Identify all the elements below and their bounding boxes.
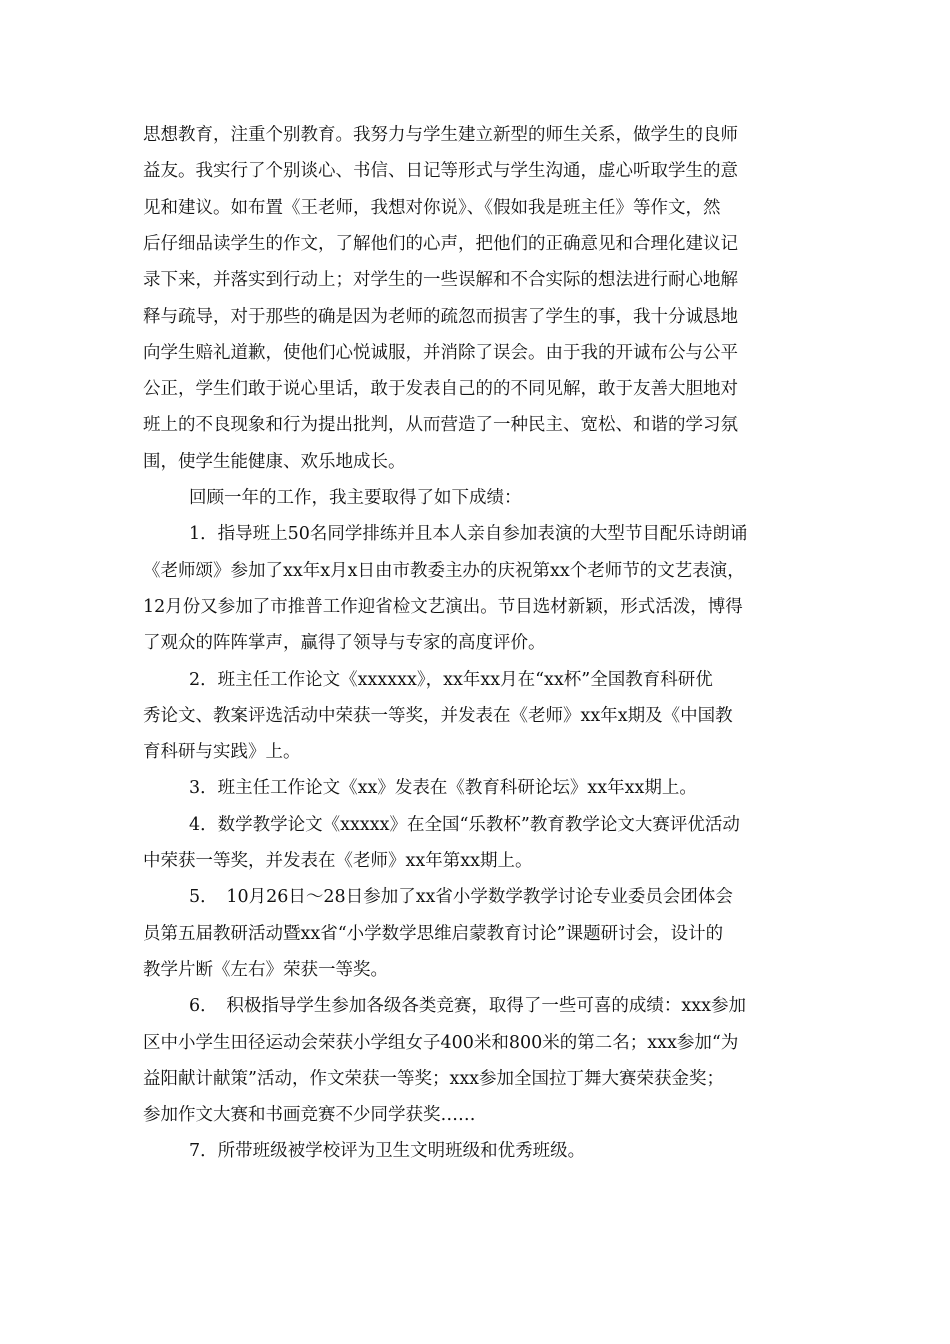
text-line: 围，使学生能健康、欢乐地成长。: [143, 451, 406, 472]
text-line: 录下来，并落实到行动上；对学生的一些误解和不合实际的想法进行耐心地解: [143, 270, 738, 291]
text-line: 回顾一年的工作，我主要取得了如下成绩：: [189, 488, 522, 508]
text-line: 员第五届教研活动暨xx省“小学数学思维启蒙教育讨论”课题研讨会，设计的: [143, 923, 724, 944]
text-line: 2．班主任工作论文《xxxxxx》，xx年xx月在“xx杯”全国教育科研优: [189, 669, 713, 690]
text-line: 后仔细品读学生的作文，了解他们的心声，把他们的正确意见和合理化建议记: [143, 233, 738, 254]
text-line: 4．数学教学论文《xxxxx》在全国“乐教杯”教育教学论文大赛评优活动: [189, 814, 740, 835]
text-line: 班上的不良现象和行为提出批判，从而营造了一种民主、宽松、和谐的学习氛: [143, 415, 738, 436]
text-line: 公正，学生们敢于说心里话，敢于发表自己的的不同见解，敢于友善大胆地对: [143, 379, 738, 400]
text-line: 7．所带班级被学校评为卫生文明班级和优秀班级。: [189, 1141, 586, 1162]
text-line: 了观众的阵阵掌声，赢得了领导与专家的高度评价。: [143, 633, 546, 654]
text-line: 益友。我实行了个别谈心、书信、日记等形式与学生沟通，虚心听取学生的意: [143, 161, 738, 182]
text-line: 释与疏导，对于那些的确是因为老师的疏忽而损害了学生的事，我十分诚恳地: [143, 306, 738, 327]
text-line: 6． 积极指导学生参加各级各类竞赛，取得了一些可喜的成绩：xxx参加: [189, 996, 746, 1017]
text-line: 见和建议。如布置《王老师，我想对你说》、《假如我是班主任》等作文，然: [143, 197, 721, 218]
text-line: 区中小学生田径运动会荣获小学组女子400米和800米的第二名；xxx参加“为: [143, 1032, 739, 1053]
text-line: 3．班主任工作论文《xx》发表在《教育科研论坛》xx年xx期上。: [189, 778, 697, 799]
text-line: 12月份又参加了市推普工作迎省检文艺演出。节目选材新颖，形式活泼，博得: [143, 596, 743, 617]
text-line: 《老师颂》参加了xx年x月x日由市教委主办的庆祝第xx个老师节的文艺表演，: [143, 560, 745, 581]
text-line: 教学片断《左右》荣获一等奖。: [143, 959, 388, 980]
text-line: 1．指导班上50名同学排练并且本人亲自参加表演的大型节目配乐诗朗诵: [189, 524, 748, 545]
text-line: 向学生赔礼道歉，使他们心悦诚服，并消除了误会。由于我的开诚布公与公平: [143, 342, 738, 363]
text-line: 思想教育，注重个别教育。我努力与学生建立新型的师生关系，做学生的良师: [143, 125, 738, 145]
text-line: 秀论文、教案评选活动中荣获一等奖，并发表在《老师》xx年x期及《中国教: [143, 705, 733, 726]
text-line: 中荣获一等奖，并发表在《老师》xx年第xx期上。: [143, 851, 533, 871]
text-line: 参加作文大赛和书画竞赛不少同学获奖……: [143, 1105, 476, 1126]
text-line: 育科研与实践》上。: [143, 742, 301, 763]
text-line: 5． 10月26日～28日参加了xx省小学数学教学讨论专业委员会团体会: [189, 887, 733, 908]
text-line: 益阳献计献策”活动，作文荣获一等奖；xxx参加全国拉丁舞大赛荣获金奖；: [143, 1068, 725, 1089]
